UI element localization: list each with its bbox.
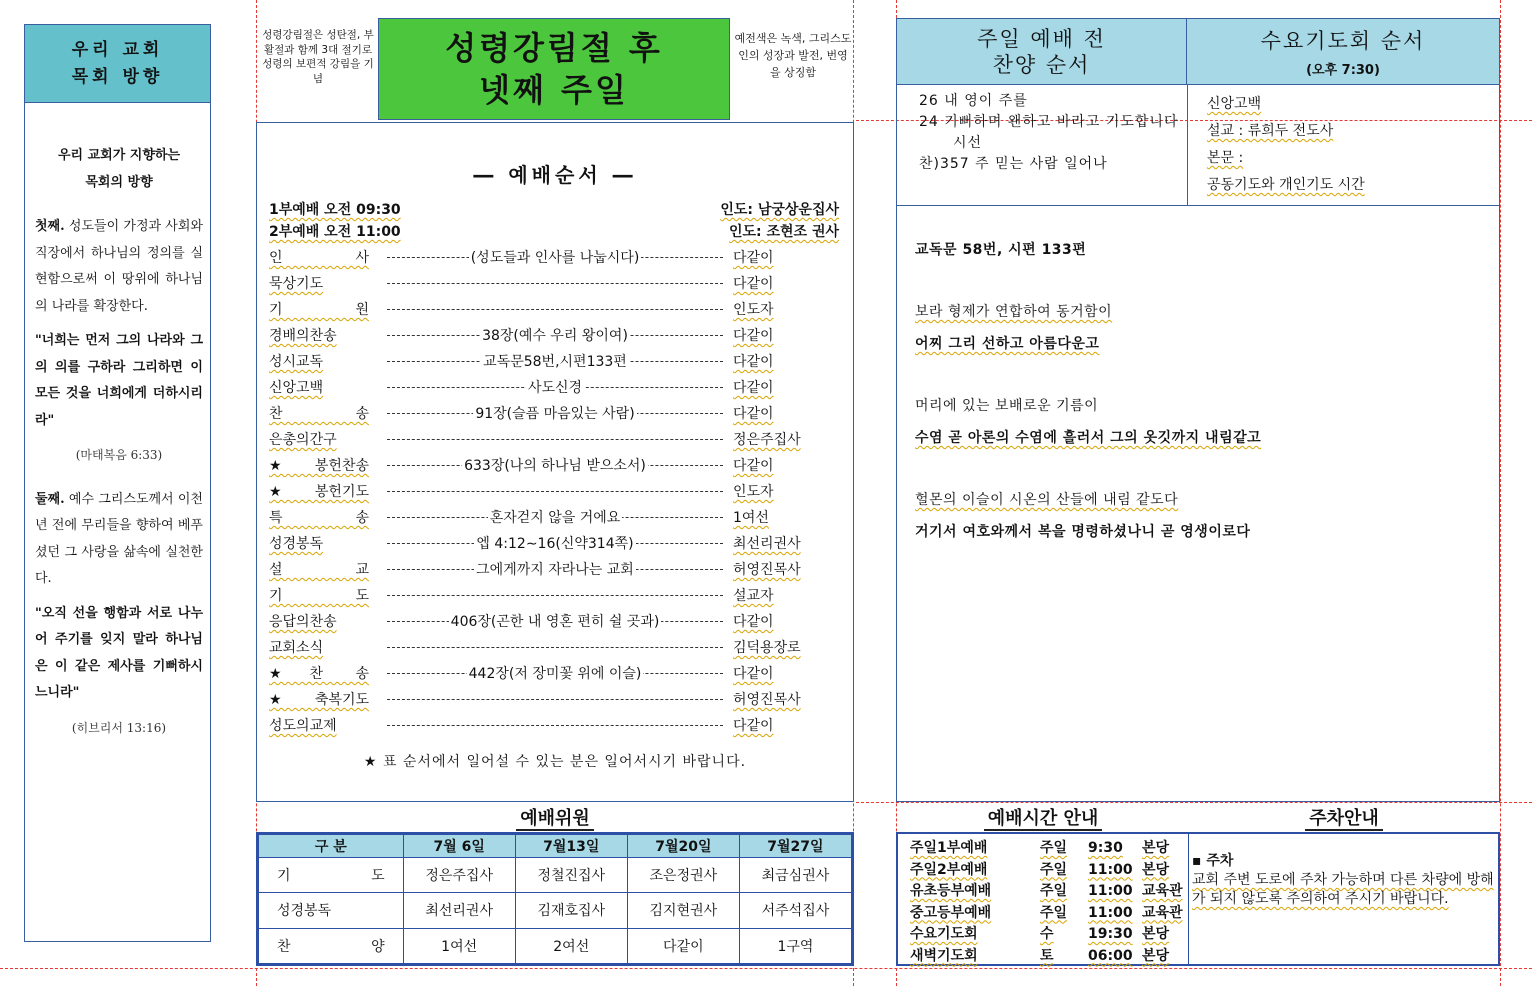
worship-order-section (256, 122, 854, 802)
worship-order-row (269, 273, 841, 299)
worship-order-row (269, 351, 841, 377)
guide-line (856, 802, 1532, 803)
order-content-text: 633장(나의 하나님 받으소서) (464, 458, 646, 474)
service-time-row (910, 881, 1186, 903)
order-leader: 다같이 (733, 458, 774, 474)
committee-header-cell: 7월27일 (739, 835, 851, 858)
order-leader: 최선리권사 (733, 536, 801, 552)
worship-order-row (269, 481, 841, 507)
service-day: 주일 (1040, 861, 1068, 878)
responsive-reading (915, 234, 1485, 548)
service-name: 유초등부예배 (910, 883, 992, 899)
panel-title-line2: 목회 방향 (71, 66, 164, 87)
sunday-title-line2: 넷째 주일 (479, 71, 629, 109)
service-name: 주일2부예배 (910, 861, 988, 878)
ministry-direction-body (35, 143, 203, 759)
service-time-row (910, 924, 1186, 946)
committee-title-text: 예배위원 (516, 808, 594, 831)
order-leader: 인도자 (733, 302, 774, 318)
service-times-list (910, 838, 1186, 967)
intro-line1: 우리 교회가 지향하는 (57, 148, 181, 163)
order-content-text: 엡 4:12∼16(신약314쪽) (476, 536, 634, 552)
first-label: 첫째. (35, 219, 65, 234)
committee-role: 찬 양 (259, 928, 404, 963)
order-content (387, 715, 723, 735)
praise-item: 시선 (953, 135, 983, 151)
praise-title-line2: 찬양 순서 (992, 52, 1091, 77)
committee-table (256, 832, 854, 966)
worship-order-row (269, 585, 841, 611)
standing-note: ★ 표 순서에서 일어설 수 있는 분은 일어서시기 바랍니다. (363, 754, 747, 770)
order-item: 설 교 (269, 562, 369, 578)
praise-list (919, 91, 1185, 175)
worship-order-row (269, 533, 841, 559)
order-item: 찬 송 (269, 406, 369, 422)
praise-item: 26 내 영이 주를 (919, 93, 1028, 109)
committee-role: 기 도 (259, 858, 404, 893)
order-content (387, 351, 723, 371)
order-content (387, 247, 723, 267)
service-time-row (910, 838, 1186, 860)
service-place: 본당 (1142, 947, 1170, 964)
order-content (387, 299, 723, 319)
service-times-title-text: 예배시간 안내 (984, 808, 1103, 831)
wednesday-item: 신앙고백 (1207, 96, 1262, 112)
order-leader: 1여선 (733, 510, 769, 526)
sunday-title-line1: 성령강림절 후 (445, 29, 663, 67)
order-leader: 인도자 (733, 484, 774, 500)
service-time: 11:00 (1088, 861, 1133, 878)
service-1-time: 1부예배 오전 09:30 (269, 202, 401, 218)
order-leader: 김덕용장로 (733, 640, 801, 656)
service-1-leader: 인도: 남궁상운집사 (720, 202, 839, 218)
order-leader: 다같이 (733, 250, 774, 266)
wednesday-subtitle: (오후 7:30) (1306, 63, 1380, 78)
committee-header-cell: 7월20일 (627, 835, 739, 858)
order-content (387, 533, 723, 553)
order-item: 기 원 (269, 302, 369, 318)
committee-row (259, 858, 852, 893)
service-2-time: 2부예배 오전 11:00 (269, 224, 401, 240)
second-reference: (히브리서 13:16) (71, 720, 167, 735)
reading-line: 거기서 여호와께서 복을 명령하셨나니 곧 영생이로다 (915, 524, 1251, 540)
service-name: 새벽기도회 (910, 947, 978, 964)
parking-title (1188, 804, 1500, 832)
order-content (387, 507, 723, 527)
reading-line: 헐몬의 이슬이 시온의 산들에 내림 같도다 (915, 492, 1179, 508)
parking-info (1192, 852, 1498, 909)
service-name: 수요기도회 (910, 926, 978, 942)
service-1-line (269, 199, 839, 221)
order-content-text: 91장(슬픔 마음있는 사람) (475, 406, 635, 422)
order-leader: 다같이 (733, 380, 774, 396)
committee-member: 최선리권사 (403, 893, 515, 928)
worship-order-row (269, 559, 841, 585)
guide-line (1500, 0, 1501, 986)
service-day: 주일 (1040, 904, 1068, 921)
order-item: ★봉헌찬송 (269, 458, 369, 474)
praise-order-header (897, 19, 1187, 85)
order-item: 성시교독 (269, 354, 324, 370)
responsive-reading-section (896, 206, 1500, 802)
praise-item: 찬)357 주 믿는 사람 일어나 (919, 156, 1108, 172)
order-content (387, 455, 723, 475)
order-content-text: 442장(저 장미꽃 위에 이슬) (468, 666, 642, 682)
committee-title (256, 804, 854, 832)
service-day: 주일 (1040, 883, 1068, 899)
panel-title-line1: 우리 교회 (71, 39, 164, 60)
committee-row (259, 893, 852, 928)
worship-order-row (269, 377, 841, 403)
order-item: 응답의찬송 (269, 614, 337, 630)
service-times-box (896, 832, 1500, 966)
order-item: 성경봉독 (269, 536, 324, 552)
sunday-title-box (378, 18, 730, 120)
service-name: 주일1부예배 (910, 840, 988, 856)
worship-order-row (269, 247, 841, 273)
committee-header-cell: 7월13일 (515, 835, 627, 858)
wednesday-item: 공동기도와 개인기도 시간 (1207, 177, 1365, 193)
service-place: 본당 (1142, 861, 1170, 878)
ministry-direction-panel (24, 24, 211, 942)
service-2-line (269, 221, 839, 243)
second-quote: "오직 선을 행함과 서로 나누어 주기를 잊지 말라 하나님은 이 같은 제사를 기뻐하시느니라" (35, 605, 203, 700)
service-time-row (910, 903, 1186, 925)
service-place: 본당 (1142, 926, 1170, 942)
order-content (387, 377, 723, 397)
order-content-text: 그에게까지 자라나는 교회 (476, 562, 634, 578)
order-item: 경배의찬송 (269, 328, 337, 344)
order-content (387, 325, 723, 345)
order-item: 기 도 (269, 588, 369, 604)
order-content (387, 559, 723, 579)
order-item: ★찬 송 (269, 666, 369, 682)
order-content (387, 481, 723, 501)
order-item: 신앙고백 (269, 380, 324, 396)
order-content (387, 663, 723, 683)
committee-member: 최금심권사 (739, 858, 851, 893)
order-leader: 다같이 (733, 354, 774, 370)
service-time-row (910, 860, 1186, 882)
first-text: 성도들이 가정과 사회와 직장에서 하나님의 정의를 실현함으로써 이 땅위에 하나님의 나라를 확장한다. (35, 219, 203, 314)
column-divider (1187, 85, 1188, 205)
committee-member: 김지현권사 (627, 893, 739, 928)
order-content (387, 273, 723, 293)
order-item: 교회소식 (269, 640, 324, 656)
order-content (387, 585, 723, 605)
wednesday-title: 수요기도회 순서 (1260, 29, 1426, 53)
service-time: 11:00 (1088, 904, 1133, 921)
order-item: 은총의간구 (269, 432, 337, 448)
order-leader: 정은주집사 (733, 432, 801, 448)
praise-item: 24 기뻐하며 왠하고 바라고 기도합니다 (919, 114, 1179, 130)
service-time: 19:30 (1088, 926, 1133, 942)
ministry-direction-header (25, 25, 210, 103)
order-content-text: 406장(곤한 내 영혼 편히 쉴 곳과) (450, 614, 660, 630)
service-times-title (898, 804, 1188, 832)
worship-order-row (269, 325, 841, 351)
reading-title: 교독문 58번, 시편 133편 (915, 242, 1087, 258)
worship-order-row (269, 299, 841, 325)
committee-member: 다같이 (627, 928, 739, 963)
worship-order-row (269, 663, 841, 689)
worship-order-row (269, 507, 841, 533)
worship-order-row (269, 455, 841, 481)
first-quote: "너희는 먼저 그의 나라와 그의 의를 구하라 그리하면 이 모든 것을 너희에게 더하시리라" (35, 333, 203, 428)
service-time: 06:00 (1088, 947, 1133, 964)
worship-order-row (269, 689, 841, 715)
service-day: 수 (1040, 926, 1054, 942)
order-content-text: (성도들과 인사를 나눕시다) (470, 250, 640, 266)
committee-member: 서주석집사 (739, 893, 851, 928)
service-place: 교육관 (1142, 883, 1183, 899)
service-time-row (910, 946, 1186, 968)
order-item: ★축복기도 (269, 692, 369, 708)
service-time: 9:30 (1088, 840, 1123, 856)
order-content-text: 혼자걷지 않을 거에요 (489, 510, 621, 526)
parking-heading: ▪ 주차 (1192, 853, 1234, 869)
order-content-text: 38장(예수 우리 왕이여) (482, 328, 628, 344)
committee-header-cell: 7월 6일 (403, 835, 515, 858)
worship-order-row (269, 403, 841, 429)
service-time: 11:00 (1088, 883, 1133, 899)
committee-member: 1여선 (403, 928, 515, 963)
order-leader: 다같이 (733, 276, 774, 292)
worship-order-heading: ― 예배순서 ― (473, 163, 637, 187)
committee-role: 성경봉독 (259, 893, 404, 928)
order-content (387, 637, 723, 657)
order-content-text: 교독문58번,시편133편 (483, 354, 627, 370)
order-content (387, 429, 723, 449)
order-item: ★봉헌기도 (269, 484, 369, 500)
order-item: 인 사 (269, 250, 369, 266)
reading-line: 보라 형제가 연합하여 동거함이 (915, 304, 1113, 320)
order-leader: 허영진목사 (733, 692, 801, 708)
first-reference: (마태복음 6:33) (75, 448, 163, 462)
committee-row (259, 928, 852, 963)
second-label: 둘째. (35, 491, 65, 507)
committee-member: 김재호집사 (515, 893, 627, 928)
service-name: 중고등부예배 (910, 904, 992, 921)
order-item: 특 송 (269, 510, 369, 526)
wednesday-prayer-header (1187, 19, 1499, 85)
order-leader: 허영진목사 (733, 562, 801, 578)
guide-line (0, 968, 1532, 969)
committee-header-row (259, 835, 852, 858)
praise-title-line1: 주일 예배 전 (977, 26, 1106, 51)
committee-member: 1구역 (739, 928, 851, 963)
order-content (387, 403, 723, 423)
intro-line2: 목회의 방향 (85, 174, 153, 190)
wednesday-item: 본문 : (1207, 150, 1244, 166)
reading-line: 어찌 그리 선하고 아름다운고 (915, 336, 1100, 352)
order-leader: 설교자 (733, 588, 774, 604)
service-place: 본당 (1142, 840, 1170, 856)
order-content (387, 689, 723, 709)
service-2-leader: 인도: 조현조 권사 (728, 224, 839, 240)
liturgical-color-note: 예전색은 녹색, 그리스도인의 성장과 발전, 번영을 상징함 (734, 32, 852, 79)
pentecost-note: 성령강림절은 성탄절, 부활절과 함께 3대 절기로 성령의 보편적 강림을 기념 (262, 29, 374, 85)
committee-member: 정철진집사 (515, 858, 627, 893)
committee-header-cell: 구 분 (259, 835, 404, 858)
wednesday-list (1207, 91, 1487, 199)
praise-and-wednesday-section (896, 18, 1500, 206)
worship-order-row (269, 611, 841, 637)
order-item: 묵상기도 (269, 276, 324, 292)
parking-title-text: 주차안내 (1305, 808, 1383, 831)
order-leader: 다같이 (733, 718, 774, 734)
service-place: 교육관 (1142, 904, 1183, 921)
order-leader: 다같이 (733, 328, 774, 344)
wednesday-item: 설교 : 류희두 전도사 (1207, 123, 1334, 139)
order-leader: 다같이 (733, 666, 774, 682)
service-day: 토 (1040, 947, 1054, 964)
order-leader: 다같이 (733, 614, 774, 630)
committee-member: 2여선 (515, 928, 627, 963)
order-leader: 다같이 (733, 406, 774, 422)
reading-line: 수염 곧 아론의 수염에 흘러서 그의 옷깃까지 내림같고 (915, 430, 1262, 446)
worship-order-row (269, 715, 841, 741)
parking-text: 교회 주변 도로에 주차 가능하며 다른 차량에 방해가 되지 않도록 주의하여 주시기 바랍니다. (1192, 872, 1494, 907)
second-text: 예수 그리스도께서 이천 년 전에 무리들을 향하여 베푸셨던 그 사랑을 삶속에 실천한다. (35, 491, 203, 586)
order-item: 성도의교제 (269, 718, 337, 734)
order-content-text: 사도신경 (527, 380, 583, 396)
committee-member: 조은정권사 (627, 858, 739, 893)
reading-line: 머리에 있는 보배로운 기름이 (915, 398, 1099, 414)
service-day: 주일 (1040, 840, 1068, 856)
worship-order-row (269, 637, 841, 663)
committee-member: 정은주집사 (403, 858, 515, 893)
worship-order-row (269, 429, 841, 455)
order-content (387, 611, 723, 631)
column-divider (1188, 834, 1189, 964)
